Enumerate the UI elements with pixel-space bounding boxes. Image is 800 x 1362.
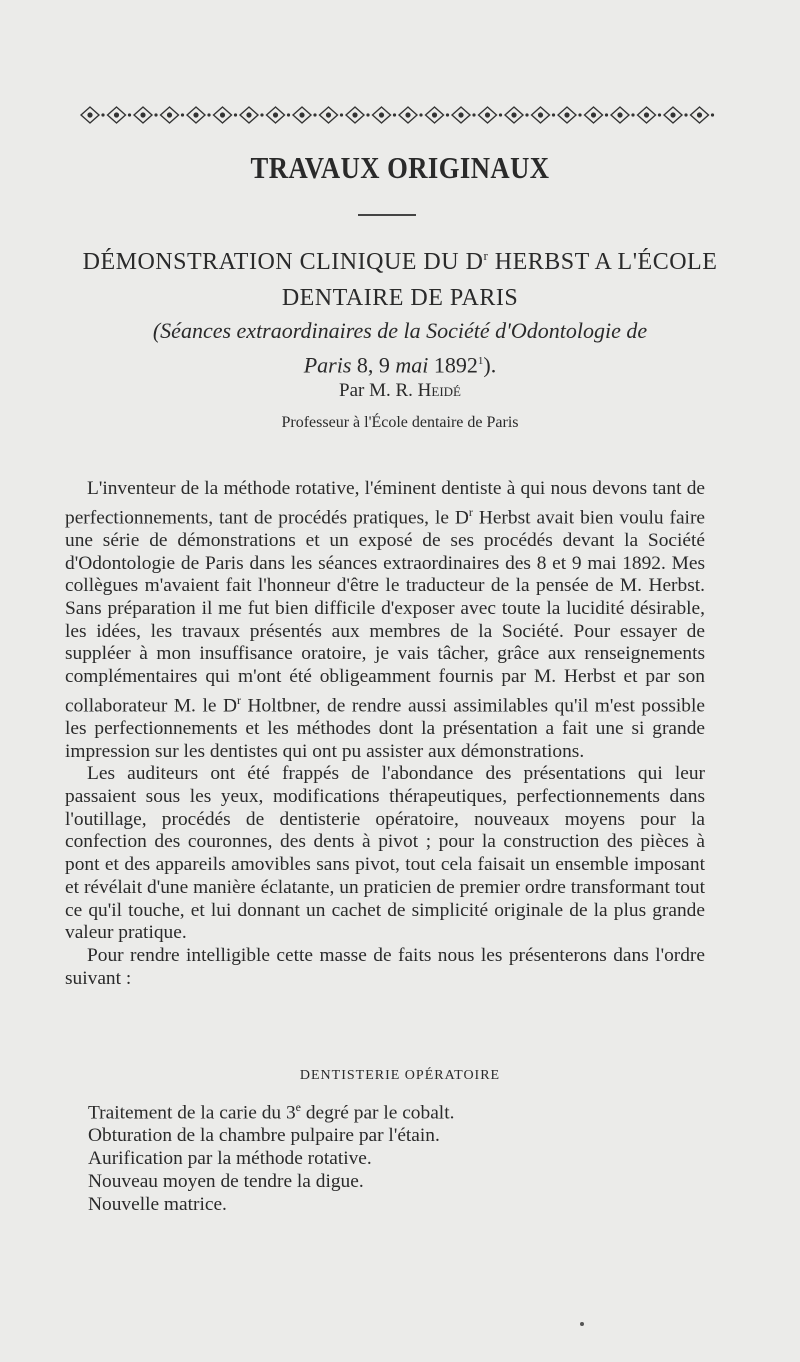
article-title-line2: DENTAIRE DE PARIS — [281, 285, 519, 311]
subtitle-line1: (Séances extraordinaires de la Société d'Odontologie de — [152, 318, 648, 343]
p1-part1: L'inventeur de la méthode rotative, l'éminent dentiste à qui nous devons tant de perfectionnements, tant de procédés pratiques, le D — [65, 478, 705, 529]
title-divider — [358, 214, 416, 216]
list-item: Aurification par la méthode rotative. — [88, 1148, 372, 1170]
paragraph-2: Les auditeurs ont été frappés de l'abondance des présentations qui leur passaient sous les yeux, modifications thérapeutiques, perfectionnements dans l'outillage, procédés de dentisterie opératoire, nouveaux moyens pour la confection des couronnes, des dents à pivot ; pour la construction des pièces à pont et des appareils amovibles sans pivot, tout cela faisait un ensemble imposant et révélait d'une manière éclatante, un praticien de premier ordre transformant tout ce qu'il touche, et lui donnant un cachet de simplicité originale de la plus grande valeur pratique. — [65, 763, 705, 944]
paragraph-1 — [65, 478, 705, 763]
list-item-1-end: degré par le cobalt. — [301, 1102, 455, 1124]
subtitle-year: 1892 — [428, 352, 478, 378]
paragraph-3: Pour rendre intelligible cette masse de faits nous les présenterons dans l'ordre suivant : — [65, 945, 705, 989]
p1-part2: Herbst avait bien voulu faire une série de démonstrations et un exposé de ses procédés devant la Société d'Odontologie de Paris dans les séances extraordinaires des 8 et 9 mai 1892. Mes collègues m'avaient fait l'honneur d'être le traducteur de la pensée de M. Herbst. Sans préparation il me fut bien difficile d'exposer avec toute la lucidité désirable, les idées, les travaux présentés aux membres de la Société. Pour essayer de suppléer à mon insuffisance oratoire, je vais tâcher, grâce aux renseignements complémentaires qui m'ont été obligeamment fournis par M. Herbst et par son collaborateur M. le D — [65, 507, 706, 717]
article-subtitle — [100, 316, 700, 380]
author-affiliation: Professeur à l'École dentaire de Paris — [281, 414, 519, 431]
list-heading: DENTISTERIE OPÉRATOIRE — [299, 1068, 501, 1083]
section-title: TRAVAUX ORIGINAUX — [250, 150, 550, 185]
author-line — [0, 380, 800, 402]
subtitle-paris: Paris — [303, 352, 352, 378]
article-title-line1-end: HERBST A L'ÉCOLE — [488, 249, 718, 275]
article-body — [65, 478, 705, 990]
author-name: Heidé — [417, 380, 461, 401]
author-prefix: Par M. R. — [339, 380, 418, 401]
subtitle-month: mai — [395, 352, 429, 378]
ink-speck — [580, 1322, 584, 1326]
ornamental-border-icon — [80, 102, 720, 128]
article-title-line1: DÉMONSTRATION CLINIQUE DU D — [82, 249, 484, 275]
list-item: Nouveau moyen de tendre la digue. — [88, 1171, 364, 1193]
list-item-1-sup: e — [295, 1100, 301, 1114]
list-item-1-text: Traitement de la carie du 3 — [88, 1102, 296, 1124]
list-item: Nouvelle matrice. — [88, 1194, 227, 1216]
subtitle-close: ). — [483, 352, 497, 378]
article-title — [60, 238, 740, 316]
article-title-sup: r — [483, 248, 489, 263]
list-item — [88, 1096, 688, 1124]
p1-part3: Holtbner, de rendre aussi assimilables qu'il m'est possible les perfectionnements et les méthodes dont la présentation a fait une si grande impression sur les dentistes qui ont pu assister aux démonstrations. — [65, 695, 705, 762]
topics-list — [88, 1096, 688, 1216]
p1-sup1: r — [468, 504, 473, 519]
list-item: Obturation de la chambre pulpaire par l'étain. — [88, 1125, 440, 1147]
subtitle-dates: 8, 9 — [351, 352, 396, 378]
p1-sup2: r — [236, 692, 241, 707]
subtitle-footnote-marker: 1 — [477, 355, 484, 367]
